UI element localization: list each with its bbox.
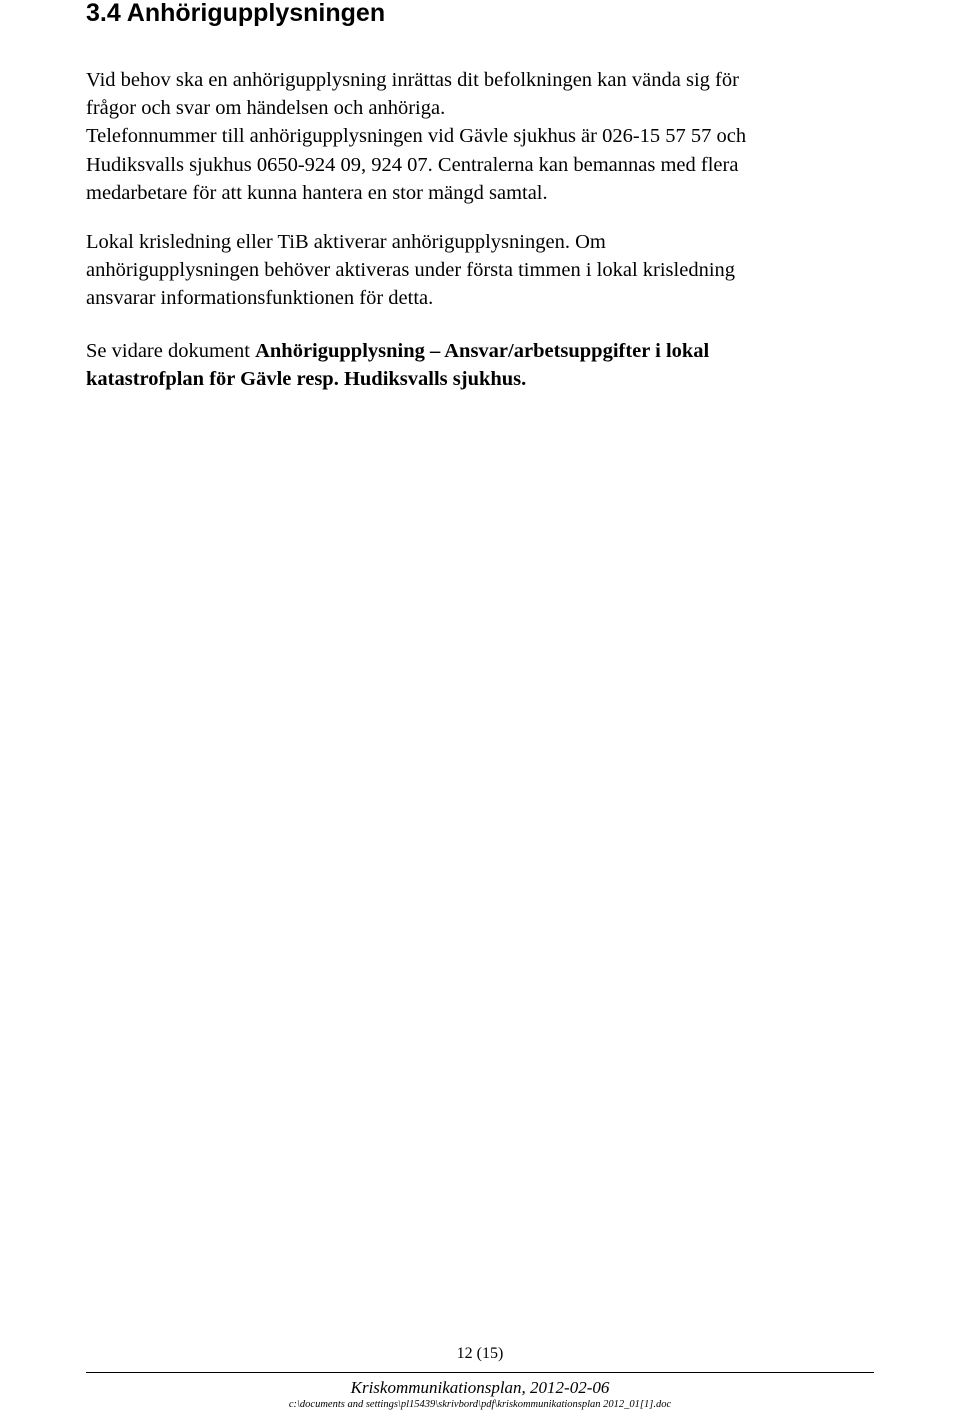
text-line: Lokal krisledning eller TiB aktiverar anhörigupplysningen. Om: [86, 231, 606, 253]
text-line: [86, 337, 876, 365]
text-line: medarbetare för att kunna hantera en stor mängd samtal.: [86, 181, 548, 204]
page-number: 12 (15): [456, 1345, 504, 1362]
reference-prefix: Se vidare dokument: [86, 340, 256, 362]
referenced-document-title-cont: katastrofplan för Gävle resp. Hudiksvalls sjukhus.: [86, 368, 527, 391]
footer-file-path: c:\documents and settings\pl15439\skrivbord\pdf\kriskommunikationsplan 2012_01[1].doc: [288, 1399, 672, 1410]
text-line: frågor och svar om händelsen och anhöriga.: [86, 97, 446, 120]
text-line: ansvarar informationsfunktionen för detta.: [86, 287, 434, 310]
footer-document-title: Kriskommunikationsplan, 2012-02-06: [350, 1378, 610, 1397]
text-line: Vid behov ska en anhörigupplysning inrättas dit befolkningen kan vända sig för: [86, 69, 739, 91]
referenced-document-title: Anhörigupplysning – Ansvar/arbetsuppgifter i lokal: [255, 340, 710, 362]
text-line: Telefonnummer till anhörigupplysningen vid Gävle sjukhus är 026-15 57 57 och: [86, 125, 747, 148]
paragraph-intro: [86, 66, 876, 207]
paragraph-reference: [86, 337, 876, 393]
footer-divider: [86, 1372, 874, 1373]
text-line: Hudiksvalls sjukhus 0650-924 09, 924 07. Centralerna kan bemannas med flera: [86, 153, 739, 176]
paragraph-activation: [86, 228, 876, 313]
text-line: anhörigupplysningen behöver aktiveras under första timmen i lokal krisledning: [86, 259, 736, 282]
section-heading: 3.4 Anhörigupplysningen: [86, 0, 386, 27]
